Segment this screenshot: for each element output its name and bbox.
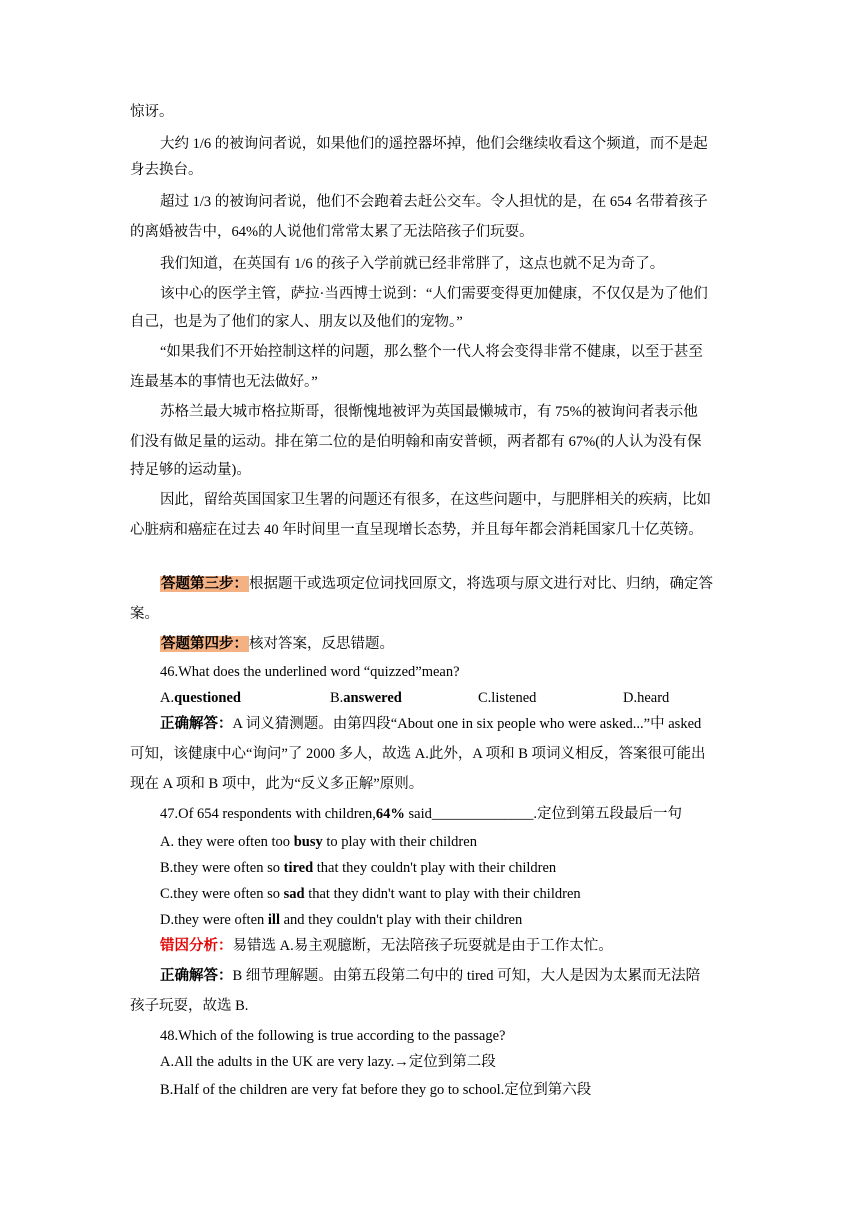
passage-line: 的离婚被告中，64%的人说他们常常太累了无法陪孩子们玩耍。 <box>130 224 534 240</box>
answer-label: 正确解答： <box>160 968 233 984</box>
passage-line: 因此，留给英国国家卫生署的问题还有很多，在这些问题中，与肥胖相关的疾病，比如 <box>160 492 711 508</box>
q46-stem: 46.What does the underlined word “quizzed”mean? <box>160 664 460 680</box>
q46-option-d: D.heard <box>623 690 670 706</box>
step4-label: 答题第四步： <box>161 636 248 652</box>
q46-answer-line-2: 可知，该健康中心“询问”了 2000 多人，故选 A.此外，A 项和 B 项词义相反，答案很可能出 <box>130 746 706 762</box>
q47-option-b: B.they were often so tired that they couldn't play with their children <box>160 860 557 876</box>
passage-line: 该中心的医学主管，萨拉·当西博士说到：“人们需要变得更加健康，不仅仅是为了他们 <box>160 286 708 302</box>
q48-option-b: B.Half of the children are very fat before they go to school.定位到第六段 <box>160 1082 592 1098</box>
q46-option-a: A.questioned <box>160 690 241 706</box>
passage-line: 我们知道，在英国有 1/6 的孩子入学前就已经非常胖了，这点也就不足为奇了。 <box>160 256 665 272</box>
passage-line: 持足够的运动量)。 <box>130 462 251 478</box>
step3-line-2: 案。 <box>130 606 159 622</box>
passage-line: 自己，也是为了他们的家人、朋友以及他们的宠物。” <box>130 314 463 330</box>
q47-stem: 47.Of 654 respondents with children,64% said______________.定位到第五段最后一句 <box>160 806 682 822</box>
passage-line: 心脏病和癌症在过去 40 年时间里一直呈现增长态势，并且每年都会消耗国家几十亿英镑。 <box>130 522 703 538</box>
q46-answer: 正确解答：A 词义猜测题。由第四段“About one in six people who were asked...”中 asked <box>160 716 702 732</box>
q47-option-d: D.they were often ill and they couldn't play with their children <box>160 912 523 928</box>
q47-option-a: A. they were often too busy to play with their children <box>160 834 477 850</box>
passage-line: 们没有做足量的运动。排在第二位的是伯明翰和南安普顿，两者都有 67%(的人认为没有保 <box>130 434 702 450</box>
q46-answer-line-3: 现在 A 项和 B 项中，此为“反义多正解”原则。 <box>130 776 424 792</box>
passage-line: 超过 1/3 的被询问者说，他们不会跑着去赶公交车。令人担忧的是，在 654 名带着孩子 <box>160 194 708 210</box>
q48-stem: 48.Which of the following is true according to the passage? <box>160 1028 506 1044</box>
step4-text: 核对答案，反思错题。 <box>249 636 394 652</box>
passage-line: 连最基本的事情也无法做好。” <box>130 374 318 390</box>
step3-line <box>160 574 713 594</box>
error-label: 错因分析： <box>160 938 233 954</box>
passage-line: 苏格兰最大城市格拉斯哥，很惭愧地被评为英国最懒城市，有 75%的被询问者表示他 <box>160 404 698 420</box>
passage-line: 大约 1/6 的被询问者说，如果他们的遥控器坏掉，他们会继续收看这个频道，而不是起 <box>160 136 708 152</box>
q47-answer-line-2: 孩子玩耍，故选 B. <box>130 998 249 1014</box>
step3-text: 根据题干或选项定位词找回原文，将选项与原文进行对比、归纳，确定答 <box>249 576 713 592</box>
q47-answer: 正确解答：B 细节理解题。由第五段第二句中的 tired 可知，大人是因为太累而无法陪 <box>160 968 701 984</box>
q46-option-b: B.answered <box>330 690 402 706</box>
answer-label: 正确解答： <box>160 716 233 732</box>
q48-option-a: A.All the adults in the UK are very lazy.→定位到第二段 <box>160 1054 496 1070</box>
q46-option-c: C.listened <box>478 690 537 706</box>
passage-line: 身去换台。 <box>130 162 203 178</box>
q47-option-c: C.they were often so sad that they didn't want to play with their children <box>160 886 581 902</box>
passage-line: 惊讶。 <box>130 104 174 120</box>
passage-line: “如果我们不开始控制这样的问题，那么整个一代人将会变得非常不健康，以至于甚至 <box>160 344 703 360</box>
q47-error-analysis: 错因分析：易错选 A.易主观臆断，无法陪孩子玩耍就是由于工作太忙。 <box>160 938 613 954</box>
step4-line <box>160 634 394 654</box>
step3-label: 答题第三步： <box>161 576 248 592</box>
